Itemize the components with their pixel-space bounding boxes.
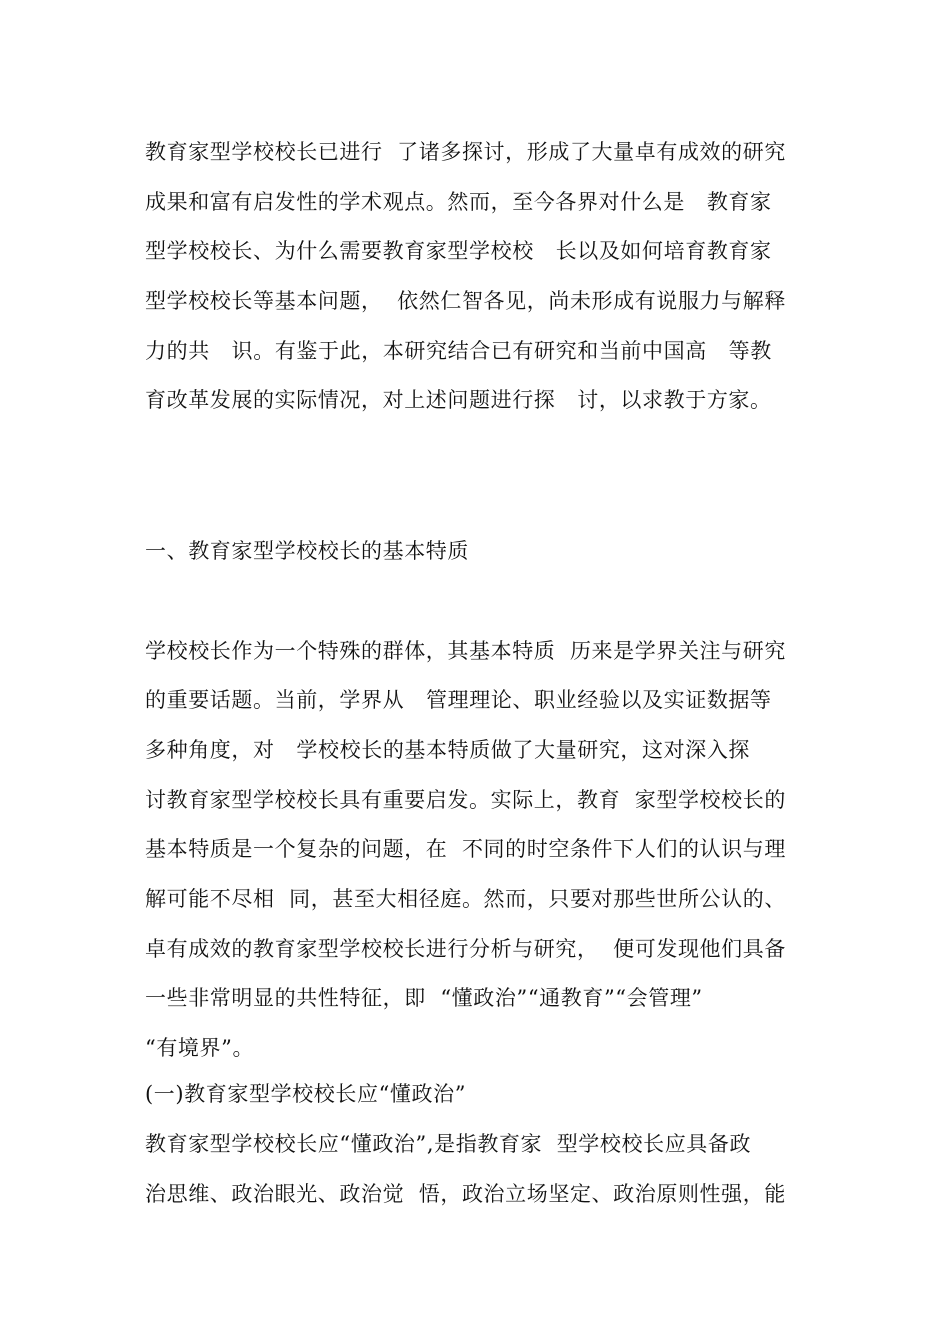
text-line: 型学校校长等基本问题， 依然仁智各见，尚未形成有说服力与解释 <box>145 289 786 313</box>
text-line: 多种角度，对 学校校长的基本特质做了大量研究，这对深入探 <box>145 738 751 762</box>
text-line: 教育家型学校校长已进行 了诸多探讨，形成了大量卓有成效的研究 <box>145 140 786 164</box>
text-line: 讨教育家型学校校长具有重要启发。实际上，教育 家型学校校长的 <box>145 788 786 812</box>
text-line: 解可能不尽相 同，甚至大相径庭。然而，只要对那些世所公认的、 <box>145 887 786 911</box>
text-line: 型学校校长、为什么需要教育家型学校校 长以及如何培育教育家 <box>145 239 772 263</box>
text-line: 育改革发展的实际情况，对上述问题进行探 讨，以求教于方家。 <box>145 388 772 412</box>
text-line: 力的共 识。有鉴于此，本研究结合已有研究和当前中国高 等教 <box>145 339 772 363</box>
text-line: 学校校长作为一个特殊的群体，其基本特质 历来是学界关注与研究 <box>145 639 786 663</box>
text-line: 治思维、政治眼光、政治觉 悟，政治立场坚定、政治原则性强，能 <box>145 1182 786 1206</box>
text-line: 成果和富有启发性的学术观点。然而，至今各界对什么是 教育家 <box>145 190 772 214</box>
text-line: 的重要话题。当前，学界从 管理理论、职业经验以及实证数据等 <box>145 688 772 712</box>
text-line: 卓有成效的教育家型学校校长进行分析与研究， 便可发现他们具备 <box>145 937 786 961</box>
text-line: 教育家型学校校长应“懂政治”,是指教育家 型学校校长应具备政 <box>145 1132 752 1156</box>
text-line: 一些非常明显的共性特征，即 “懂政治”“通教育”“会管理” <box>145 986 703 1010</box>
text-line: 基本特质是一个复杂的问题，在 不同的时空条件下人们的认识与理 <box>145 837 786 861</box>
subsection-heading: (一)教育家型学校校长应“懂政治” <box>145 1082 467 1106</box>
section-heading: 一、教育家型学校校长的基本特质 <box>145 539 469 563</box>
text-line: “有境界”。 <box>145 1036 255 1060</box>
